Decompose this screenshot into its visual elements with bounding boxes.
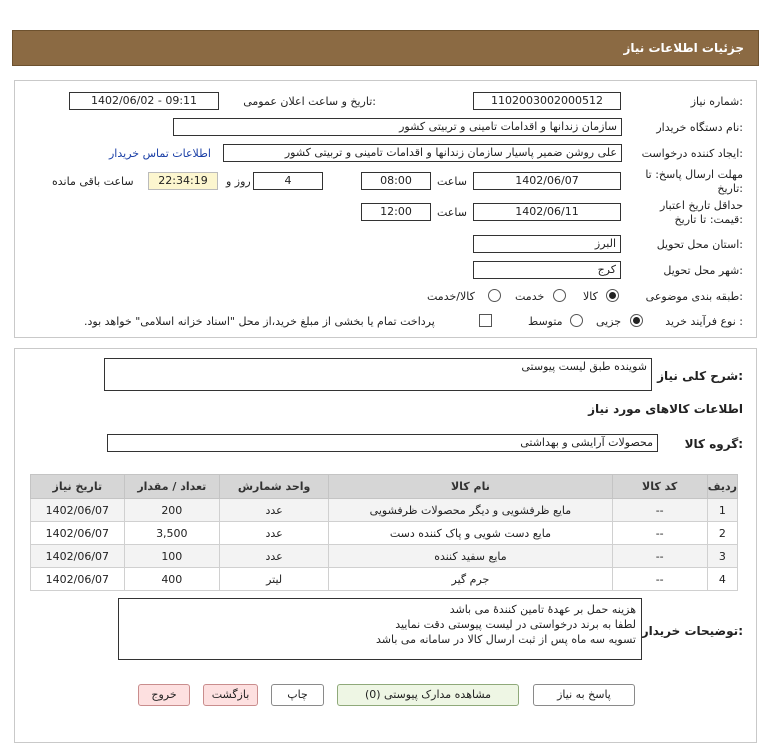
cell-unit: لیتر bbox=[219, 568, 328, 591]
buyer-note-line: لطفا به برند درخواستی در لیست پیوستی دقت نمایید bbox=[395, 618, 636, 631]
city-label: شهر محل تحویل: bbox=[663, 264, 743, 277]
category-label: طبقه بندی موضوعی: bbox=[645, 290, 743, 303]
buyer-note-line: تسویه سه ماه پس از ثبت ارسال کالا در سامانه می باشد bbox=[376, 633, 636, 646]
announce-date-field: 1402/06/02 - 09:11 bbox=[69, 92, 219, 110]
remaining-days-field: 4 bbox=[253, 172, 323, 190]
cell-unit: عدد bbox=[219, 499, 328, 522]
category-radio-goods[interactable] bbox=[606, 289, 619, 302]
cell-qty: 400 bbox=[124, 568, 219, 591]
process-radio-minor[interactable] bbox=[630, 314, 643, 327]
cell-name: مایع ظرفشویی و دیگر محصولات ظرفشویی bbox=[329, 499, 612, 522]
print-button[interactable]: چاپ bbox=[271, 684, 324, 706]
buyer-notes-field bbox=[118, 598, 642, 660]
cell-date: 1402/06/07 bbox=[31, 568, 125, 591]
deadline-time-label: ساعت bbox=[437, 175, 467, 188]
cell-unit: عدد bbox=[219, 545, 328, 568]
process-radio-medium[interactable] bbox=[570, 314, 583, 327]
process-option-medium: متوسط bbox=[528, 315, 563, 328]
category-option-goods: کالا bbox=[583, 290, 598, 303]
cell-row: 1 bbox=[707, 499, 737, 522]
validity-label-2: قیمت: تا تاریخ: bbox=[674, 213, 743, 226]
remaining-time-field: 22:34:19 bbox=[148, 172, 218, 190]
table-row bbox=[31, 522, 738, 545]
category-option-goods-service: کالا/خدمت bbox=[427, 290, 475, 303]
creator-label: ایجاد کننده درخواست: bbox=[641, 147, 743, 160]
col-header-name: نام کالا bbox=[329, 475, 612, 499]
province-field: البرز bbox=[473, 235, 621, 253]
remaining-time-label: ساعت باقی مانده bbox=[52, 175, 134, 188]
col-header-qty: تعداد / مقدار bbox=[124, 475, 219, 499]
validity-time-field: 12:00 bbox=[361, 203, 431, 221]
cell-row: 4 bbox=[707, 568, 737, 591]
cell-code: -- bbox=[612, 499, 707, 522]
need-number-label: شماره نیاز: bbox=[690, 95, 743, 108]
view-attachments-button[interactable]: مشاهده مدارک پیوستی (0) bbox=[337, 684, 519, 706]
cell-qty: 100 bbox=[124, 545, 219, 568]
buyer-note-line: هزینه حمل بر عهدهٔ تامین کنندهٔ می باشد bbox=[449, 603, 636, 616]
exit-button[interactable]: خروج bbox=[138, 684, 190, 706]
table-row bbox=[31, 499, 738, 522]
col-header-row: ردیف bbox=[707, 475, 737, 499]
back-button[interactable]: بازگشت bbox=[203, 684, 258, 706]
buyer-notes-label: توضیحات خریدار: bbox=[641, 624, 743, 638]
goods-group-field: محصولات آرایشی و بهداشتی bbox=[107, 434, 658, 452]
cell-name: مایع سفید کننده bbox=[329, 545, 612, 568]
page-title: جزئیات اطلاعات نیاز bbox=[623, 41, 744, 55]
process-option-minor: جزیی bbox=[596, 315, 622, 328]
cell-date: 1402/06/07 bbox=[31, 545, 125, 568]
treasury-payment-note: پرداخت تمام یا بخشی از مبلغ خرید،از محل "اسناد خزانه اسلامی" خواهد بود. bbox=[84, 315, 435, 328]
cell-code: -- bbox=[612, 568, 707, 591]
validity-label: حداقل تاریخ اعتبار bbox=[659, 199, 743, 212]
need-number-field: 1102003002000512 bbox=[473, 92, 621, 110]
table-row bbox=[31, 568, 738, 591]
header-bar bbox=[12, 30, 759, 66]
category-option-service: خدمت bbox=[515, 290, 545, 303]
buyer-contact-link[interactable]: اطلاعات تماس خریدار bbox=[109, 147, 211, 160]
buyer-org-field: سازمان زندانها و اقدامات تامینی و تربیتی کشور bbox=[173, 118, 622, 136]
category-radio-service[interactable] bbox=[553, 289, 566, 302]
city-field: کرج bbox=[473, 261, 621, 279]
cell-code: -- bbox=[612, 522, 707, 545]
validity-date-field: 1402/06/11 bbox=[473, 203, 621, 221]
buyer-org-label: نام دستگاه خریدار: bbox=[656, 121, 743, 134]
announce-date-label: تاریخ و ساعت اعلان عمومی: bbox=[243, 95, 376, 108]
cell-name: جرم گیر bbox=[329, 568, 612, 591]
reply-button[interactable]: پاسخ به نیاز bbox=[533, 684, 635, 706]
treasury-payment-checkbox[interactable] bbox=[479, 314, 492, 327]
deadline-label-2: تاریخ: bbox=[717, 182, 743, 195]
goods-group-label: گروه کالا: bbox=[684, 437, 743, 451]
deadline-date-field: 1402/06/07 bbox=[473, 172, 621, 190]
deadline-time-field: 08:00 bbox=[361, 172, 431, 190]
cell-row: 2 bbox=[707, 522, 737, 545]
col-header-unit: واحد شمارش bbox=[219, 475, 328, 499]
days-label: روز و bbox=[226, 175, 251, 188]
goods-info-title: اطلاعات کالاهای مورد نیاز bbox=[588, 402, 743, 416]
table-row bbox=[31, 545, 738, 568]
summary-label: شرح کلی نیاز: bbox=[657, 369, 743, 383]
category-radio-goods-service[interactable] bbox=[488, 289, 501, 302]
creator-field: علی روشن ضمیر پاسیار سازمان زندانها و اقدامات تامینی و تربیتی کشور bbox=[223, 144, 622, 162]
deadline-label: مهلت ارسال پاسخ: تا bbox=[645, 168, 743, 181]
cell-qty: 3,500 bbox=[124, 522, 219, 545]
cell-unit: عدد bbox=[219, 522, 328, 545]
process-type-label: نوع فرآیند خرید : bbox=[665, 315, 743, 328]
cell-row: 3 bbox=[707, 545, 737, 568]
summary-field: شوینده طبق لیست پیوستی bbox=[104, 358, 652, 391]
cell-code: -- bbox=[612, 545, 707, 568]
col-header-date: تاریخ نیاز bbox=[31, 475, 125, 499]
validity-time-label: ساعت bbox=[437, 206, 467, 219]
cell-date: 1402/06/07 bbox=[31, 522, 125, 545]
cell-name: مایع دست شویی و پاک کننده دست bbox=[329, 522, 612, 545]
cell-date: 1402/06/07 bbox=[31, 499, 125, 522]
province-label: استان محل تحویل: bbox=[656, 238, 743, 251]
cell-qty: 200 bbox=[124, 499, 219, 522]
col-header-code: کد کالا bbox=[612, 475, 707, 499]
goods-table bbox=[30, 474, 738, 591]
